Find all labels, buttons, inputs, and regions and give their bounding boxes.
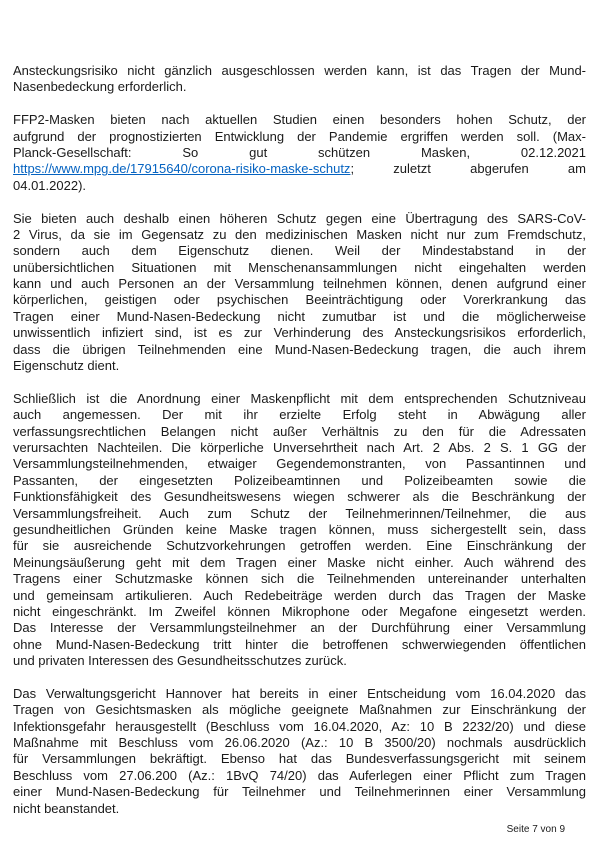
text-line [13,342,586,358]
text-line [13,620,586,636]
text-segment: Maßnahme mit Beschluss vom 26.06.2020 (Az.: 10 B 3500/20) nochmals ausdrücklich [13,735,586,751]
text-segment: und gemeinsam artikulieren. Auch Redebeiträge werden durch das Tragen der Maske [13,587,586,603]
text-line [13,719,586,735]
text-segment: Versammlungsteilnehmenden, etwaiger Gegendemonstranten, von Passantinnen und [13,456,586,472]
text-segment: nicht beanstandet. [13,800,120,816]
text-line [13,276,586,292]
text-segment: Infektionsgefahr herausgestellt (Beschluss vom 16.04.2020, Az: 10 B 2232/20) und diese [13,718,586,734]
text-line [13,145,586,161]
text-line [13,391,586,407]
text-segment: dass die übrigen Teilnehmenden eine Mund-Nasen-Bedeckung tragen, die auch ihrem [13,341,586,357]
text-line [13,292,586,308]
text-segment: körperlichen, geistigen oder psychischen Beeinträchtigung oder Vorerkrankung das [13,292,586,308]
text-segment: ; zuletzt abgerufen am [350,161,586,177]
text-line [13,227,586,243]
text-segment: verursachten Nachteilen. Die körperliche Unversehrtheit nach Art. 2 Abs. 2 S. 1 GG der [13,439,586,455]
text-segment: für Versammlungen bekräftigt. Ebenso hat das Bundesverfassungsgericht mit seinem [13,751,586,767]
text-line [13,571,586,587]
text-segment: Ansteckungsrisiko nicht gänzlich ausgeschlossen werden kann, ist das Tragen der Mund- [13,63,586,78]
text-line [13,79,586,95]
text-line [13,243,586,259]
text-line [13,637,586,653]
text-line [13,178,586,194]
text-segment: unübersichtlichen Situationen mit Menschenansammlungen nicht eingehalten werden [13,259,586,275]
text-segment: auch angemessen. Der mit ihr erzielte Erfolg steht in Abwägung aller [13,407,586,423]
text-segment: Versammlungsfreiheit. Auch zum Schutz der Teilnehmerinnen/Teilnehmer, die aus [13,505,586,521]
text-segment: verfassungsrechtlichen Belangen nicht außer Verhältnis zu den für die Adressaten [13,423,586,439]
paragraph [13,686,586,817]
text-line [13,686,586,702]
paragraph [13,63,586,96]
text-line [13,309,586,325]
text-line [13,555,586,571]
paragraph [13,391,586,670]
text-segment: FFP2-Masken bieten nach aktuellen Studien einen besonders hohen Schutz, der [13,112,586,128]
text-line [13,588,586,604]
text-line [13,751,586,767]
text-segment: Das Interesse der Versammlungsteilnehmer an der Durchführung einer Versammlung [13,620,586,636]
text-line [13,784,586,800]
text-segment: ohne Mund-Nasen-Bedeckung tritt hinter die betroffenen schwerwiegenden öffentlichen [13,636,586,652]
text-line [13,653,586,669]
text-line [13,161,586,177]
text-segment: und privaten Interessen des Gesundheitsschutzes zurück. [13,653,347,669]
text-segment: aufgrund der prognostizierten Entwicklung der Pandemie ergriffen werden soll. (Max- [13,128,586,144]
text-line [13,424,586,440]
paragraph [13,211,586,375]
text-segment: Das Verwaltungsgericht Hannover hat bereits in einer Entscheidung vom 16.04.2020 das [13,685,586,701]
text-segment: Nasenbedeckung erforderlich. [13,79,187,95]
text-line [13,538,586,554]
text-segment: Tragen von Gesichtsmasken als mögliche geeignete Maßnahmen zur Einschränkung der [13,702,586,718]
text-line [13,407,586,423]
text-segment: Meinungsäußerung geht mit dem Tragen einer Maske nicht einher. Auch während des [13,554,586,570]
text-line [13,440,586,456]
text-segment: Eigenschutz dient. [13,358,120,374]
text-line [13,260,586,276]
paragraph [13,112,586,194]
text-segment: für sie ausreichende Schutzvorkehrungen getroffen werden. Eine Einschränkung der [13,538,586,554]
text-line [13,473,586,489]
text-line [13,801,586,817]
text-line [13,604,586,620]
text-line [13,129,586,145]
text-segment: Tragens einer Schutzmaske können sich die Teilnehmenden untereinander unterhalten [13,571,586,587]
text-line [13,735,586,751]
text-segment: 2 Virus, da sie im Gegensatz zu den medizinischen Masken nicht nur zum Fremdschutz, [13,226,586,242]
text-segment: kann und auch Personen an der Versammlung teilnehmen können, denen aufgrund einer [13,276,586,292]
text-segment: unwissentlich infiziert sind, ist es zur Verhinderung des Ansteckungsrisikos erforderlich, [13,325,586,341]
text-segment: einer Mund-Nasen-Bedeckung für Teilnehmer und Teilnehmerinnen einer Versammlung [13,784,586,800]
text-segment: Sie bieten auch deshalb einen höheren Schutz gegen eine Übertragung des SARS-CoV- [13,210,586,226]
text-segment: Funktionsfähigkeit des Gesundheitswesens wiegen schwerer als die Beschränkung der [13,489,586,505]
mpg-corona-risiko-maske-schutz-link[interactable]: https://www.mpg.de/17915640/corona-risiko-maske-schutz [13,161,351,177]
page-number-label: Seite 7 von 9 [506,824,565,835]
text-segment: gesundheitlichen Gründen keine Maske tragen können, muss sichergestellt sein, dass [13,521,586,537]
document-body [13,63,586,833]
text-line [13,325,586,341]
text-segment: sondern auch dem Eigenschutz dienen. Weil der Mindestabstand in der [13,243,586,259]
text-line [13,489,586,505]
text-line [13,211,586,227]
text-line [13,702,586,718]
text-segment: Planck-Gesellschaft: So gut schützen Masken, 02.12.2021 [13,144,586,160]
text-line [13,358,586,374]
text-line [13,63,586,79]
text-line [13,456,586,472]
text-line [13,522,586,538]
text-line [13,112,586,128]
text-segment: nicht eingeschränkt. Im Zweifel können Mikrophone oder Megafone eingesetzt werden. [13,603,586,619]
text-segment: Beschluss vom 27.06.200 (Az.: 1BvQ 74/20) das Auferlegen einer Pflicht zum Tragen [13,767,586,783]
text-segment: Tragen einer Mund-Nasen-Bedeckung nicht zumutbar ist und die möglicherweise [13,308,586,324]
page-footer [0,824,565,836]
text-line [13,768,586,784]
text-segment: 04.01.2022). [13,177,87,193]
text-segment: Passanten, der eingesetzten Polizeibeamtinnen und Polizeibeamten sowie die [13,472,586,488]
text-segment: Schließlich ist die Anordnung einer Maskenpflicht mit dem entsprechenden Schutzniveau [13,390,586,406]
text-line [13,506,586,522]
